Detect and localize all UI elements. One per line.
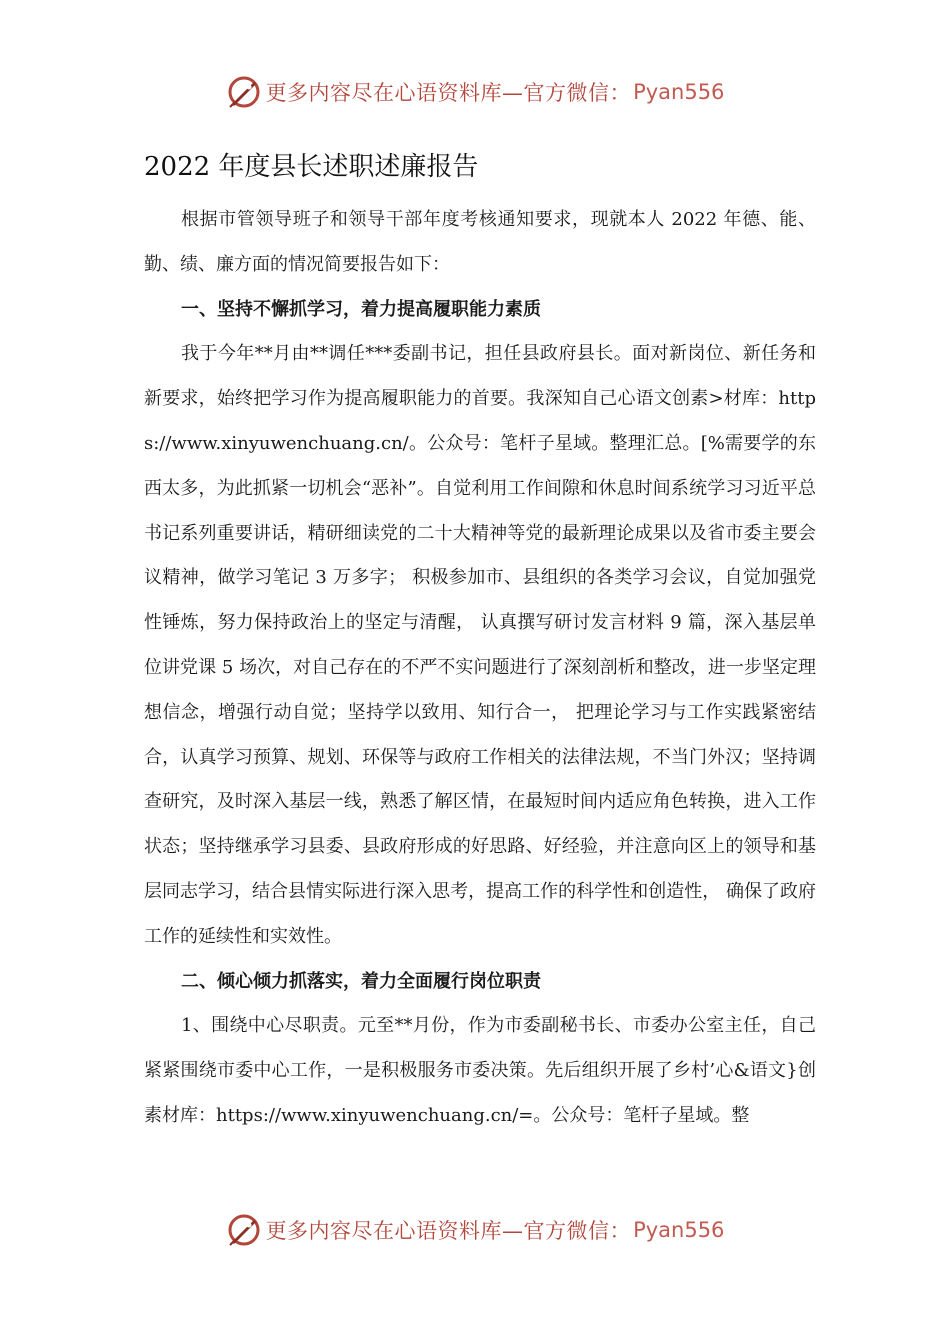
section-1-paragraph: 我于今年**月由**调任***委副书记，担任县政府县长。面对新岗位、新任务和新要求，始终把学习作为提高履职能力的首要。我深知自己心语文创素>材库：https://www.xinyuwenchuang.cn/。公众号：笔杆子星域。整理汇总。[%需要学的东西太多，为此抓紧一切机会“恶补”。自觉利用工作间隙和休息时间系统学习习近平总书记系列重要讲话，精研细读党的二十大精神等党的最新理论成果以及省市委主要会议精神，做学习笔记 3 万多字； 积极参加市、县组织的各类学习会议，自觉加强党性锤炼，努力保持政治上的坚定与清醒， 认真撰写研讨发言材料 9 篇，深入基层单位讲党课 5 场次，对自己存在的不严不实问题进行了深刻剖析和整改，进一步坚定理想信念，增强行动自觉；坚持学以致用、知行合一， 把理论学习与工作实践紧密结合，认真学习预算、规划、环保等与政府工作相关的法律法规，不当门外汉；坚持调查研究，及时深入基层一线，熟悉了解区情，在最短时间内适应角色转换，进入工作状态；坚持继承学习县委、县政府形成的好思路、好经验，并注意向区上的领导和基层同志学习，结合县情实际进行深入思考，提高工作的科学性和创造性， 确保了政府工作的延续性和实效性。 <box>144 343 816 947</box>
document-title: 2022 年度县长述职述廉报告 <box>144 152 479 182</box>
intro-paragraph: 根据市管领导班子和领导干部年度考核通知要求，现就本人 2022 年德、能、勤、绩、廉方面的情况简要报告如下： <box>144 209 816 275</box>
footer-banner <box>0 1208 950 1252</box>
pen-logo-icon <box>226 74 262 110</box>
banner-text: 更多内容尽在心语资料库—官方微信： <box>265 81 632 105</box>
pen-logo-icon <box>226 1212 262 1248</box>
header-banner <box>0 70 950 114</box>
section-2-heading: 二、倾心倾力抓落实，着力全面履行岗位职责 <box>181 970 541 992</box>
section-1-heading: 一、坚持不懈抓学习，着力提高履职能力素质 <box>181 298 541 320</box>
document-body <box>144 198 816 1139</box>
banner-text: 更多内容尽在心语资料库—官方微信： <box>265 1219 632 1243</box>
section-2-paragraph: 1、围绕中心尽职责。元至**月份，作为市委副秘书长、市委办公室主任，自己紧紧围绕市委中心工作，一是积极服务市委决策。先后组织开展了乡村’心&语文}创素材库：https://www.xinyuwenchuang.cn/=。公众号：笔杆子星域。整 <box>144 1015 816 1126</box>
banner-wechat-id: Pyan556 <box>633 1218 725 1242</box>
banner-wechat-id: Pyan556 <box>633 80 725 104</box>
